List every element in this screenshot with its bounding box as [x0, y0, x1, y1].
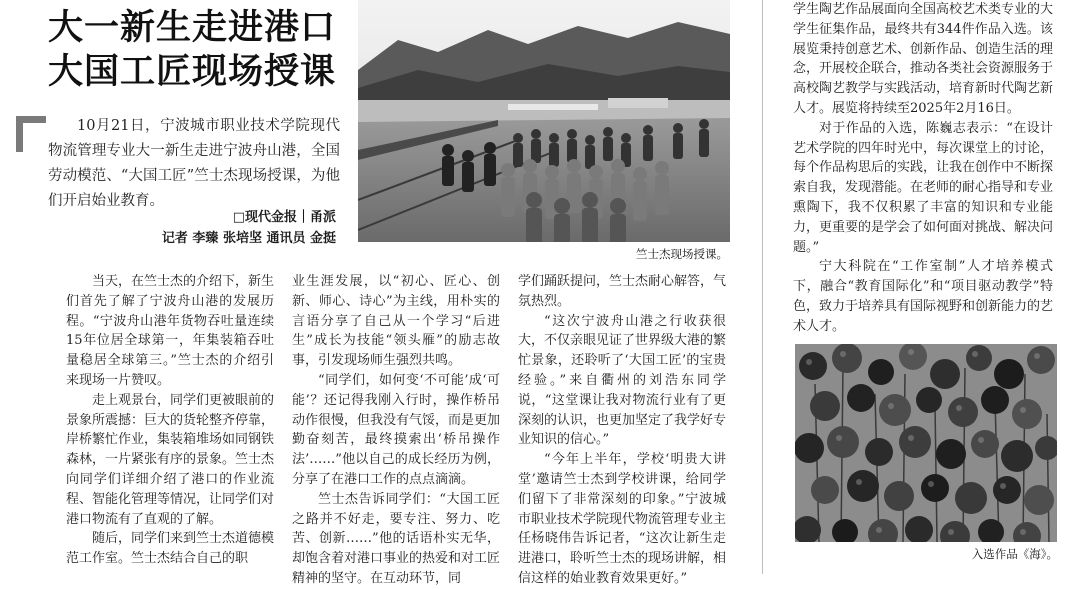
lead-paragraph: 10月21日，宁波城市职业技术学院现代物流管理专业大一新生走进宁波舟山港，全国劳动模范、“大国工匠”竺士杰现场授课，为他们开启始业教育。 — [48, 118, 340, 209]
column-3-paragraph-1: 学们踊跃提问，竺士杰耐心解答，气氛热烈。 — [518, 274, 727, 309]
column-1-paragraph-2: 走上观景台，同学们更被眼前的景象所震撼：巨大的货轮整齐停靠，岸桥繁忙作业，集装箱堆场如同钢铁森林，一片紧张有序的景象。竺士杰向同学们详细介绍了港口的作业流程、智能化管理等情况，让同学们对港口物流有了直观的了解。 — [66, 392, 275, 527]
adjacent-paragraph-2: 对于作品的入选，陈巍志表示：“在设计艺术学院的四年时光中，每次课堂上的讨论，每个作品构思后的实践，让我在创作中不断探索自我，发现潜能。在老师的耐心指导和专业熏陶下，我不仅积累了丰富的知识和专业能力，更重要的是学会了如何面对挑战、解决问题。” — [793, 120, 1054, 255]
column-divider — [762, 0, 763, 574]
column-2-paragraph-3: 竺士杰告诉同学们：“大国工匠之路并不好走，要专注、努力、吃苦、创新……”他的话语朴实无华，却饱含着对港口事业的热爱和对工匠精神的坚守。在互动环节，同 — [292, 491, 501, 586]
photo-caption: 竺士杰现场授课。 — [636, 247, 728, 261]
column-1-paragraph-1: 当天，在竺士杰的介绍下，新生们首先了解了宁波舟山港的发展历程。“宁波舟山港年货物吞吐量连续15年位居全球第一，年集装箱吞吐量稳居全球第三。”竺士杰的介绍引来现场一片赞叹。 — [66, 274, 275, 388]
column-3-paragraph-2: “这次宁波舟山港之行收获很大，不仅亲眼见证了世界级大港的繁忙景象，还聆听了‘大国工匠’的宝贵经验。”来自衢州的刘浩东同学说，“这堂课让我对物流行业有了更深刻的认识，也更加坚定了我学好专业知识的信心。” — [518, 313, 727, 448]
artwork-photo — [795, 344, 1057, 542]
column-3-paragraph-3: “今年上半年，学校‘明贵大讲堂’邀请竺士杰到学校讲课，给同学们留下了非常深刻的印象。”宁波城市职业技术学院现代物流管理专业主任杨晓伟告诉记者，“这次让新生走进港口，聆听竺士杰的现场讲解，相信这样的始业教育效果更好。” — [518, 452, 727, 586]
source-line: □现代金报｜甬派 — [232, 210, 336, 225]
article-column-2 — [292, 272, 500, 589]
adjacent-paragraph-3: 宁大科院在“工作室制”人才培养模式下，融合“教育国际化”和“项目驱动教学”特色，致力于培养具有国际视野和创新能力的艺术人才。 — [793, 259, 1054, 334]
headline-line-2: 大国工匠现场授课 — [48, 52, 337, 92]
headline — [48, 6, 368, 94]
lead-bracket-ornament — [16, 116, 46, 152]
news-photo — [358, 0, 730, 242]
article-column-3 — [518, 272, 726, 589]
byline: 记者 李臻 张培坚 通讯员 金挺 — [161, 231, 336, 246]
column-2-paragraph-2: “同学们，如何变‘不可能’成‘可能’？还记得我刚入行时，操作桥吊动作很慢，但我没有气馁，而是更加勤奋刻苦，最终摸索出‘桥吊操作法’……”他以自己的成长经历为例，分享了在港口工作的点点滴滴。 — [292, 372, 501, 487]
artwork-caption: 入选作品《海》。 — [971, 547, 1058, 561]
column-1-paragraph-3: 随后，同学们来到竺士杰道德模范工作室。竺士杰结合自己的职 — [66, 531, 275, 567]
article-column-1 — [66, 272, 274, 569]
adjacent-article-column — [793, 0, 1053, 337]
headline-line-1: 大一新生走进港口 — [48, 8, 337, 48]
adjacent-paragraph-1: 学生陶艺作品展面向全国高校艺术类专业的大学生征集作品，最终共有344件作品入选。该展览秉持创意艺术、创新作品、创造生活的理念，开展校企联合，推动各类社会资源服务于高校陶艺教学与实践活动，培育新时代陶艺新人才。展览将持续至2025年2月16日。 — [793, 2, 1054, 116]
column-2-paragraph-1: 业生涯发展，以“初心、匠心、创新、师心、诗心”为主线，用朴实的言语分享了自己从一个学习“后进生”成长为技能“领头雁”的励志故事，引发现场师生强烈共鸣。 — [292, 274, 500, 369]
